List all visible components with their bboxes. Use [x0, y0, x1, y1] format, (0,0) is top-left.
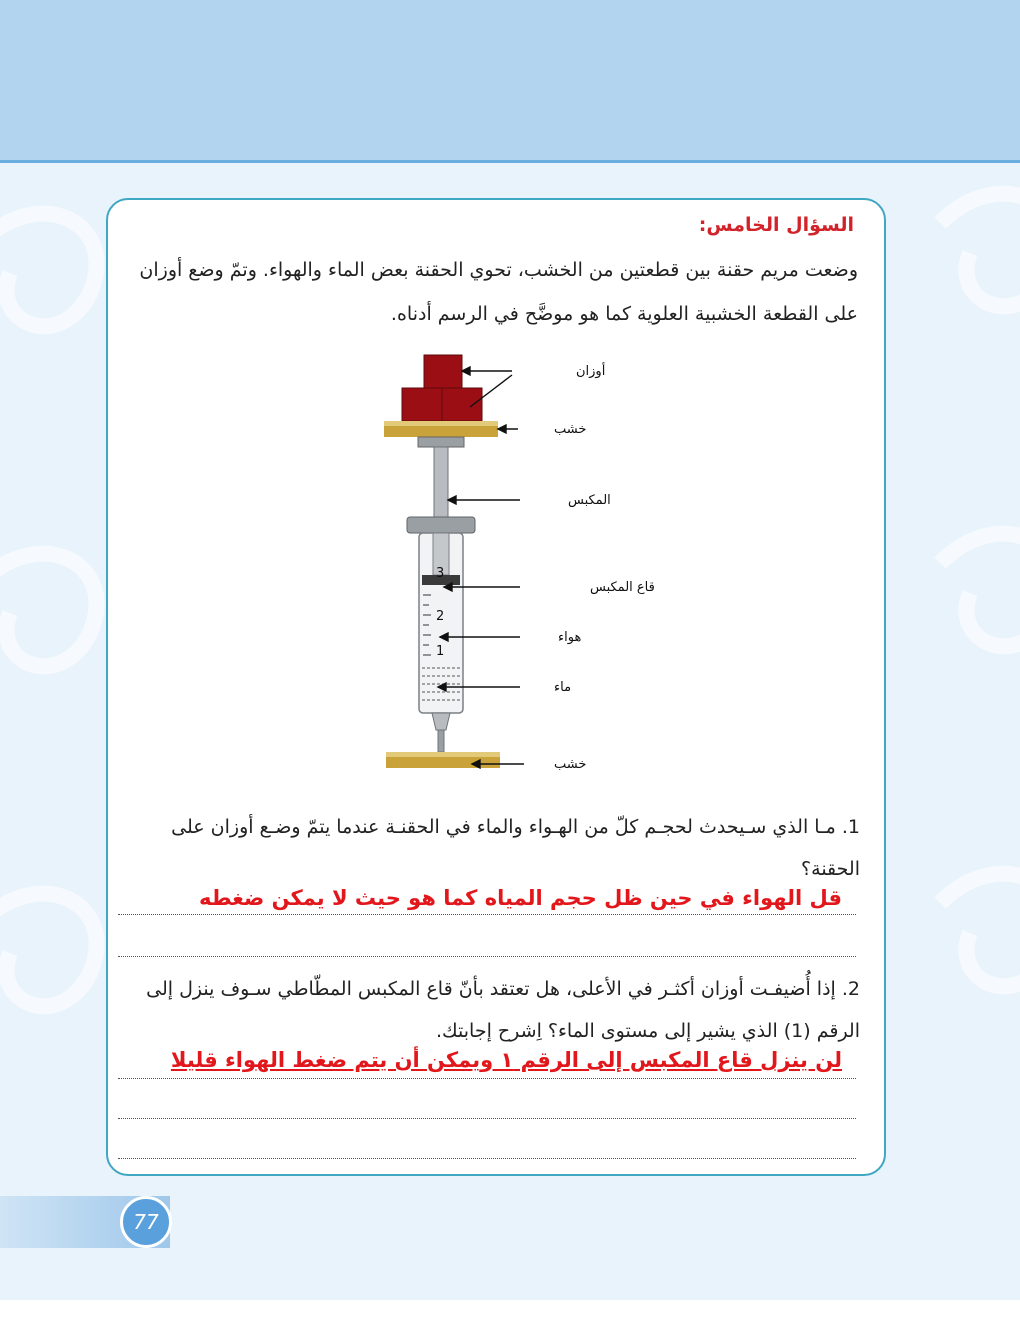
answer-line[interactable]	[118, 914, 856, 915]
scale-mark-3: 3	[436, 566, 445, 581]
sub-question-2-line-1: 2. إذا أُضيفـت أوزان أكثـر في الأعلى، هل تعتقد بأنّ قاع المكبس المطّاطي سـوف ينزل إلى	[146, 978, 860, 1000]
sub-question-1-line-1: 1. مـا الذي سـيحدث لحجـم كلّ من الهـواء والماء في الحقنـة عندما يتمّ وضـع أوزان على	[171, 816, 860, 838]
question-title: السؤال الخامس:	[698, 214, 854, 236]
sub-question-2-line-2: الرقم (1) الذي يشير إلى مستوى الماء؟ اِشرح إجابتك.	[435, 1020, 860, 1042]
syringe-diagram	[378, 350, 655, 790]
weight-block-left	[402, 388, 442, 421]
scale-mark-1: 1	[436, 644, 445, 659]
label-wood-bottom: خشب	[554, 757, 587, 772]
question-card	[106, 198, 886, 1176]
intro-line-2: على القطعة الخشبية العلوية كما هو موضَّح في الرسم أدناه.	[390, 303, 858, 325]
answer-line[interactable]	[118, 1118, 856, 1119]
top-banner	[0, 0, 1020, 163]
label-wood-top: خشب	[554, 422, 587, 437]
answer-1: قل الهواء في حين ظل حجم المياه كما هو حيث لا يمكن ضغطه	[198, 886, 842, 910]
sub-question-2	[124, 968, 860, 1052]
bottom-margin	[0, 1300, 1020, 1320]
answer-2: لن ينزل قاع المكبس إلى الرقم ١ ويمكن أن يتم ضغط الهواء قليلا	[170, 1048, 842, 1072]
plunger-rod	[434, 447, 448, 517]
syringe-flange	[407, 517, 475, 533]
question-intro	[128, 248, 858, 336]
syringe-needle	[438, 730, 444, 752]
answer-line[interactable]	[118, 1078, 856, 1079]
answer-line[interactable]	[118, 956, 856, 957]
page-number: 77	[120, 1196, 172, 1248]
label-plunger-base: قاع المكبس	[590, 580, 655, 595]
intro-line-1: وضعت مريم حقنة بين قطعتين من الخشب، تحوي الحقنة بعض الماء والهواء. وتمّ وضع أوزان	[139, 259, 858, 281]
label-weights: أوزان	[576, 364, 606, 379]
weight-block-top	[424, 355, 462, 388]
label-water: ماء	[554, 680, 572, 695]
answer-line[interactable]	[118, 1158, 856, 1159]
sub-question-1-line-2: الحقنة؟	[801, 858, 860, 880]
label-plunger: المكبس	[568, 493, 611, 508]
weight-block-right	[442, 388, 482, 421]
sub-question-1	[124, 806, 860, 890]
label-air: هواء	[558, 630, 582, 645]
scale-mark-2: 2	[436, 609, 445, 624]
